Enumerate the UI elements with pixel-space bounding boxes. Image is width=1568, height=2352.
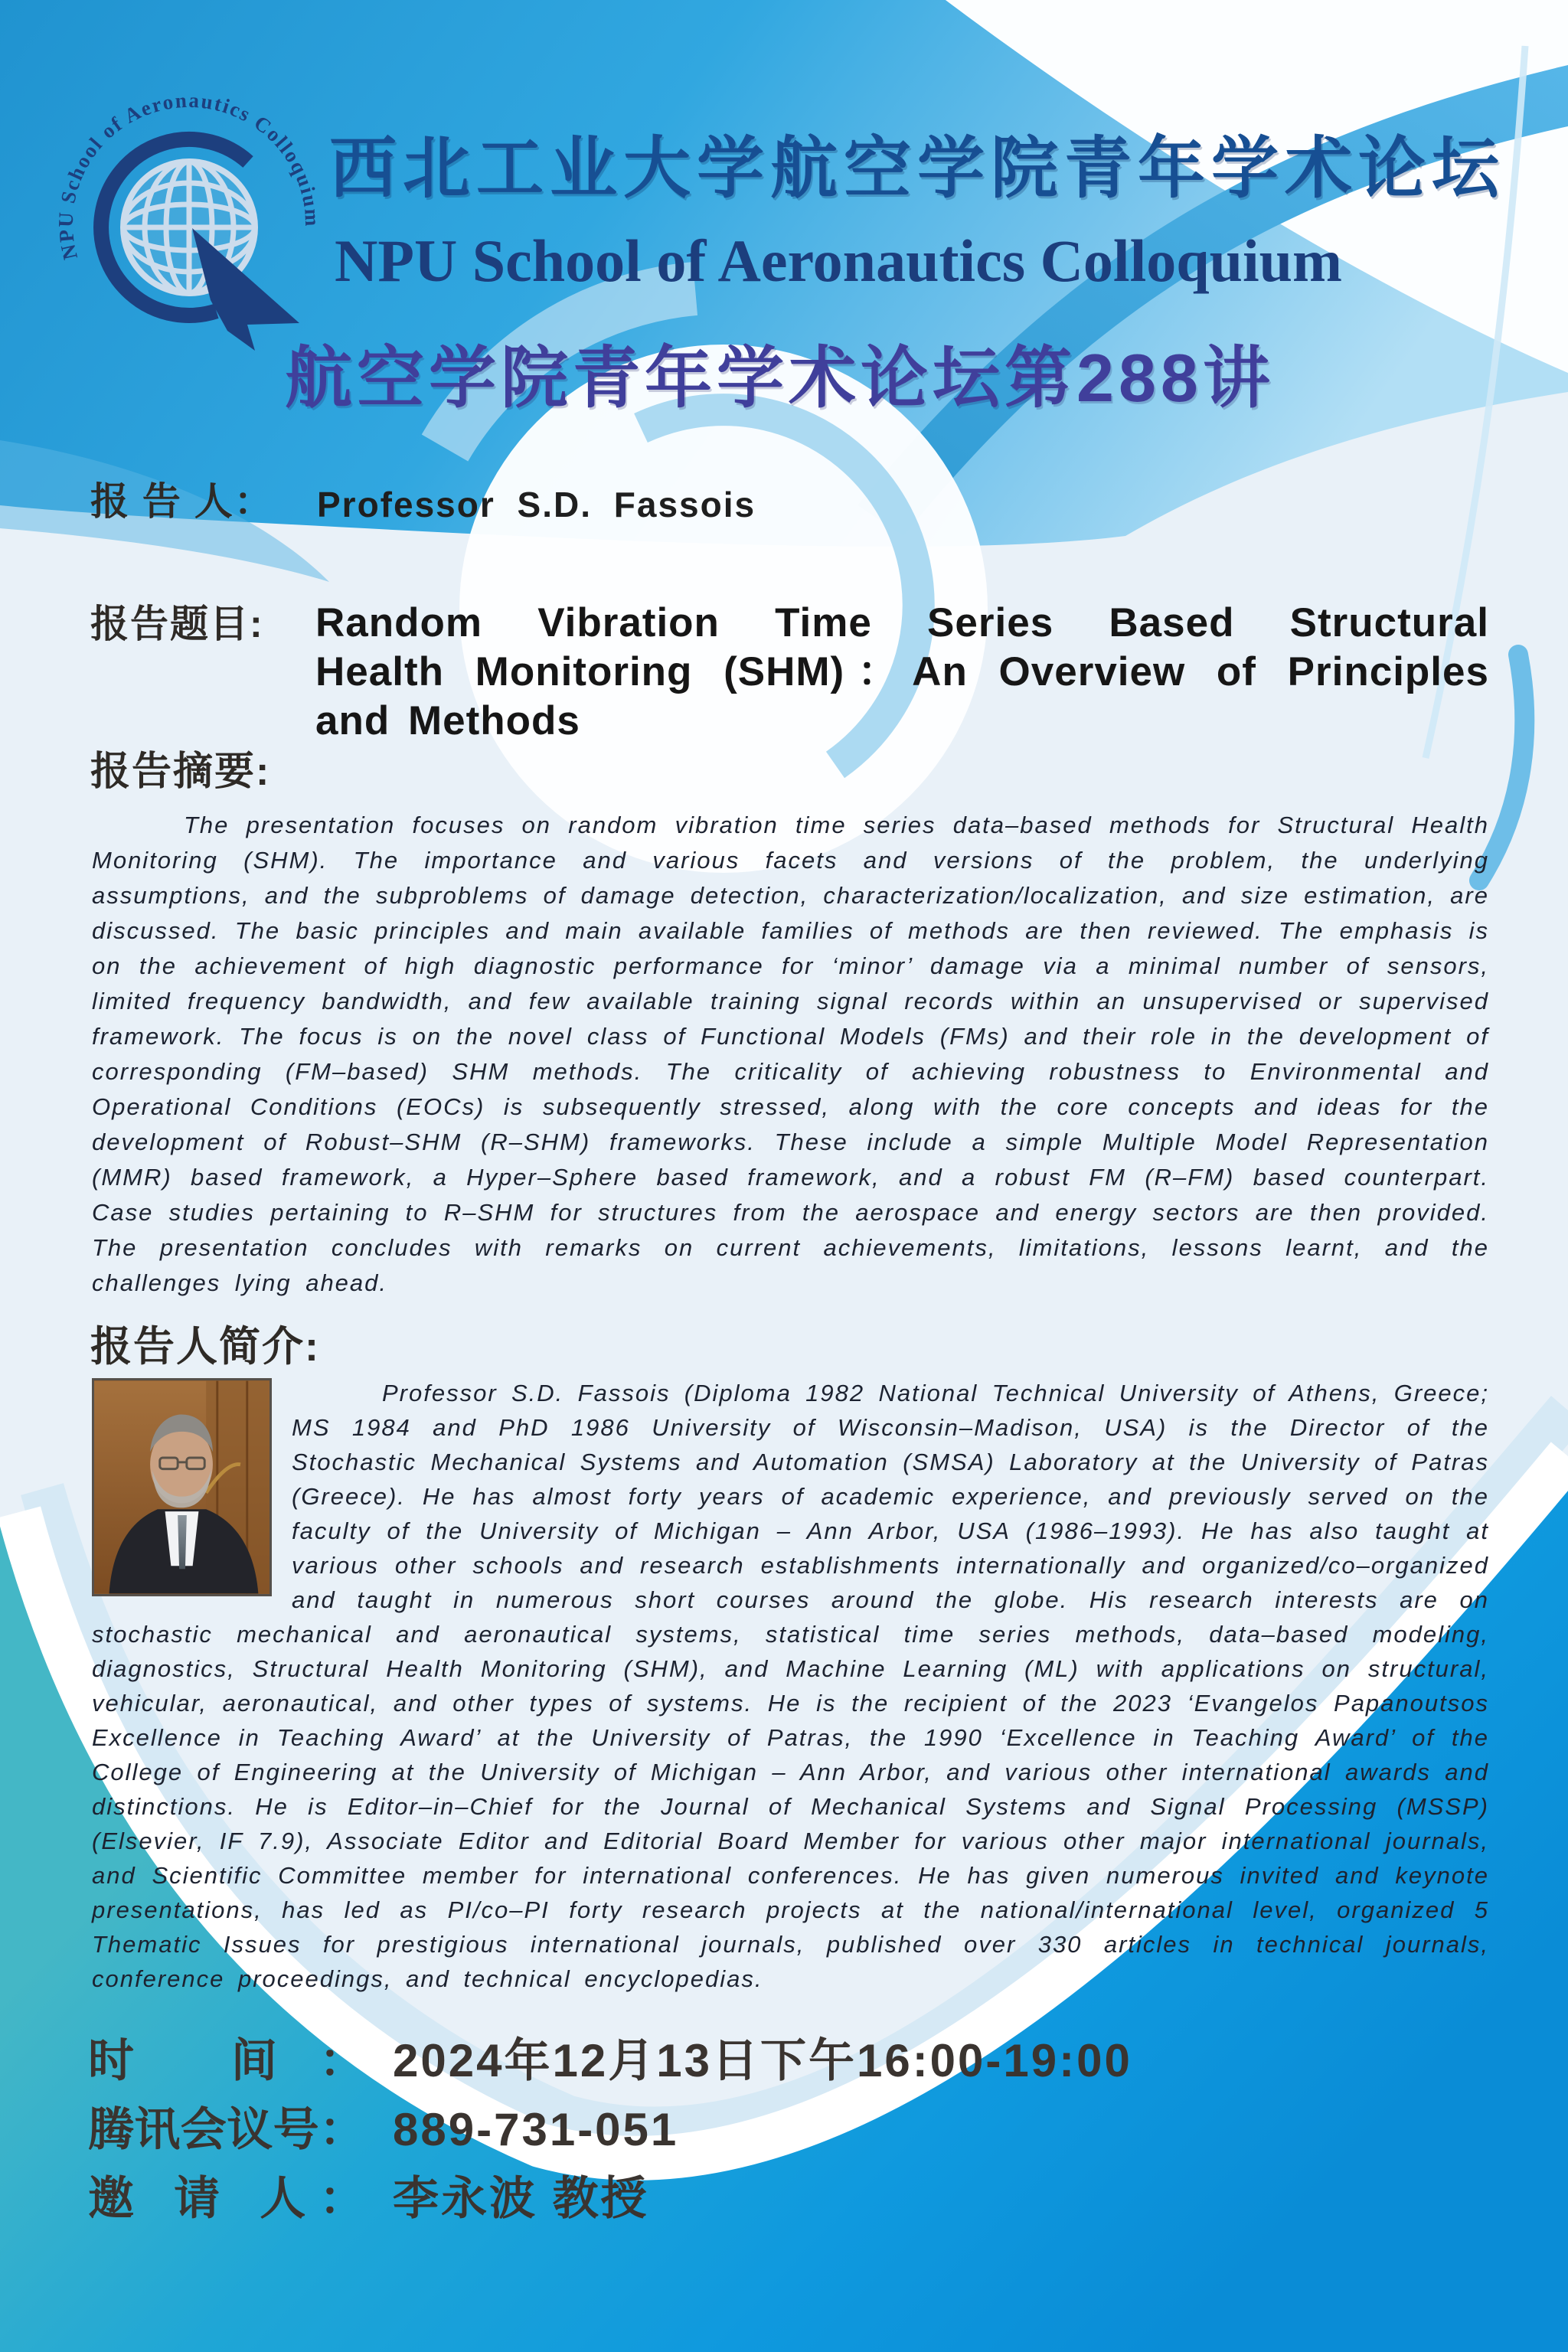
poster-title-cn: 西北工业大学航空学院青年学术论坛 bbox=[329, 130, 1506, 206]
speaker-label: 报 告 人： bbox=[90, 480, 274, 523]
time-label: 时 间： bbox=[88, 2035, 365, 2086]
talk-title bbox=[315, 599, 1489, 746]
poster-title-en: NPU School of Aeronautics Colloquium bbox=[335, 227, 1343, 294]
speaker-photo-illustration bbox=[94, 1380, 270, 1594]
abstract-label: 报告摘要: bbox=[90, 750, 271, 794]
time-value: 2024年12月13日下午16:00-19:00 bbox=[393, 2035, 1132, 2086]
meeting-label: 腾讯会议号： bbox=[88, 2104, 365, 2155]
speaker-name: Professor S.D. Fassois bbox=[317, 485, 756, 524]
bio-label: 报告人简介: bbox=[90, 1324, 320, 1370]
bio-text: Professor S.D. Fassois (Diploma 1982 National Technical University of Athens, Greece; MS 1984 and PhD 1986 University of Wisconsin–Madison, USA) is the Director of the Stochastic Mechanical Systems and Automation (SMSA) Laboratory at the University of Patras (Greece). He has almost forty years of academic experience, and previously served on the faculty of the University of Michigan – Ann Arbor, USA (1986–1993). He has also taught at various other schools and research establishments internationally and organized/co–organized and taught in numerous short courses around the globe. His research interests are on stochastic mechanical and aeronautical systems, statistical time series methods, data–based modeling, diagnostics, Structural Health Monitoring (SHM), and Machine Learning (ML) with applications on structural, vehicular, aeronautical, and other types of systems. He is the recipient of the 2023 ‘Evangelos Papanoutsos Excellence in Teaching Award’ at the University of Patras, the 1990 ‘Excellence in Teaching Award’ of the College of Engineering at the University of Michigan – Ann Arbor, and various other international awards and distinctions. He is Editor–in–Chief for the Journal of Mechanical Systems and Signal Processing (MSSP) (Elsevier, IF 7.9), Associate Editor and Editorial Board Member for various other major international journals, and Scientific Committee member for international conferences. He has given numerous invited and keynote presentations, has led as PI/co–PI forty research projects at the national/international level, organized 5 Thematic Issues for prestigious international journals, published over 330 articles in technical journals, conference proceedings, and technical encyclopedias. bbox=[92, 1380, 1489, 1992]
logo-ring-text: NPU School of Aeronautics Colloquium bbox=[54, 88, 325, 262]
bio-section bbox=[92, 1376, 1489, 1996]
lecture-number-line: 航空学院青年学术论坛第288讲 bbox=[285, 340, 1275, 416]
meeting-row bbox=[88, 2104, 679, 2155]
talk-title-line: Health Monitoring (SHM)：An Overview of Principles bbox=[315, 649, 1489, 694]
talk-title-line: Random Vibration Time Series Based Structural bbox=[315, 600, 1489, 645]
inviter-label: 邀 请 人： bbox=[88, 2173, 365, 2224]
meeting-value: 889-731-051 bbox=[393, 2104, 679, 2155]
talk-title-line: and Methods bbox=[315, 698, 580, 743]
inviter-value: 李永波 教授 bbox=[393, 2173, 649, 2224]
talk-title-label: 报告题目: bbox=[90, 603, 264, 645]
time-row bbox=[88, 2035, 1132, 2086]
inviter-row bbox=[88, 2173, 649, 2224]
npu-colloquium-logo bbox=[47, 70, 338, 369]
speaker-photo bbox=[92, 1378, 272, 1596]
abstract-text: The presentation focuses on random vibration time series data–based methods for Structural Health Monitoring (SHM). The importance and various facets and versions of the problem, the underlying assumptions, and the subproblems of damage detection, characterization/localization, and size estimation, are discussed. The basic principles and main available families of methods are then reviewed. The emphasis is on the achievement of high diagnostic performance for ‘minor’ damage via a minimal number of sensors, limited frequency bandwidth, and few available training signal records within an unsupervised or supervised framework. The focus is on the novel class of Functional Models (FMs) and their role in the development of corresponding (FM–based) SHM methods. The criticality of achieving robustness to Environmental and Operational Conditions (EOCs) is subsequently stressed, along with the core concepts and ideas for the development of Robust–SHM (R–SHM) frameworks. These include a simple Multiple Model Representation (MMR) based framework, a Hyper–Sphere based framework, and a robust FM (R–FM) based counterpart. Case studies pertaining to R–SHM for structures from the aerospace and energy sectors are then provided. The presentation concludes with remarks on current achievements, limitations, lessons learnt, and the challenges lying ahead. bbox=[92, 812, 1489, 1296]
